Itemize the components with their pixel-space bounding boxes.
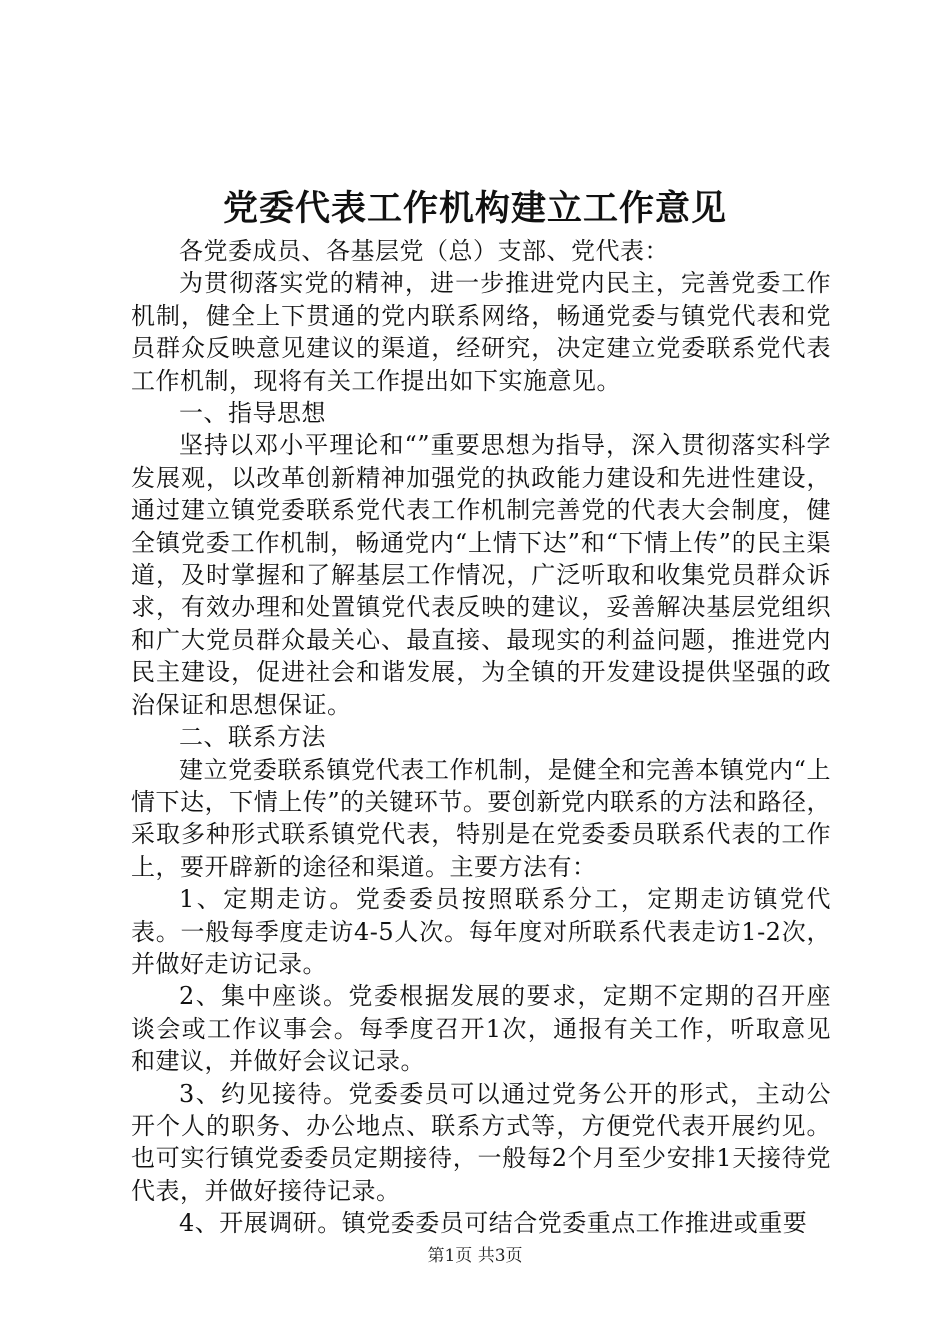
section-heading-contact-methods: 二、联系方法 (179, 723, 326, 752)
method-item-group-meetings: 2、集中座谈。党委根据发展的要求，定期不定期的召开座谈会或工作议事会。每季度召开1次，通报有关工作，听取意见和建议，并做好会议记录。 (131, 982, 831, 1076)
method-item-appointments: 3、约见接待。党委委员可以通过党务公开的形式，主动公开个人的职务、办公地点、联系方式等，方便党代表开展约见。也可实行镇党委委员定期接待，一般每2个月至少安排1天接待党代表，并做好接待记录。 (131, 1079, 831, 1205)
method-item-research: 4、开展调研。镇党委委员可结合党委重点工作推进或重要 (179, 1209, 808, 1238)
page-footer: 第1页 共3页 (427, 1246, 523, 1266)
salutation-paragraph: 各党委成员、各基层党（总）支部、党代表： (179, 237, 669, 265)
guiding-ideology-paragraph: 坚持以邓小平理论和“”重要思想为指导，深入贯彻落实科学发展观，以改革创新精神加强党的执政能力建设和先进性建设，通过建立镇党委联系党代表工作机制完善党的代表大会制度，健全镇党委工作机制，畅通党内“上情下达”和“下情上传”的民主渠道，及时掌握和了解基层工作情况，广泛听取和收集党员群众诉求，有效办理和处置镇党代表反映的建议，妥善解决基层党组织和广大党员群众最关心、最直接、最现实的利益问题，推进党内民主建设，促进社会和谐发展，为全镇的开发建设提供坚强的政治保证和思想保证。 (131, 431, 831, 719)
method-item-regular-visits: 1、定期走访。党委委员按照联系分工，定期走访镇党代表。一般每季度走访4-5人次。每年度对所联系代表走访1-2次，并做好走访记录。 (131, 885, 831, 978)
intro-paragraph: 为贯彻落实党的精神，进一步推进党内民主，完善党委工作机制，健全上下贯通的党内联系网络，畅通党委与镇党代表和党员群众反映意见建议的渠道，经研究，决定建立党委联系党代表工作机制，现将有关工作提出如下实施意见。 (131, 269, 831, 395)
document-title: 党委代表工作机构建立工作意见 (222, 188, 727, 229)
document-body (131, 235, 831, 1240)
section-heading-guiding-ideology: 一、指导思想 (179, 399, 326, 428)
contact-methods-paragraph: 建立党委联系镇党代表工作机制，是健全和完善本镇党内“上情下达，下情上传”的关键环节。要创新党内联系的方法和路径，采取多种形式联系镇党代表，特别是在党委委员联系代表的工作上，要开辟新的途径和渠道。主要方法有： (131, 755, 831, 881)
